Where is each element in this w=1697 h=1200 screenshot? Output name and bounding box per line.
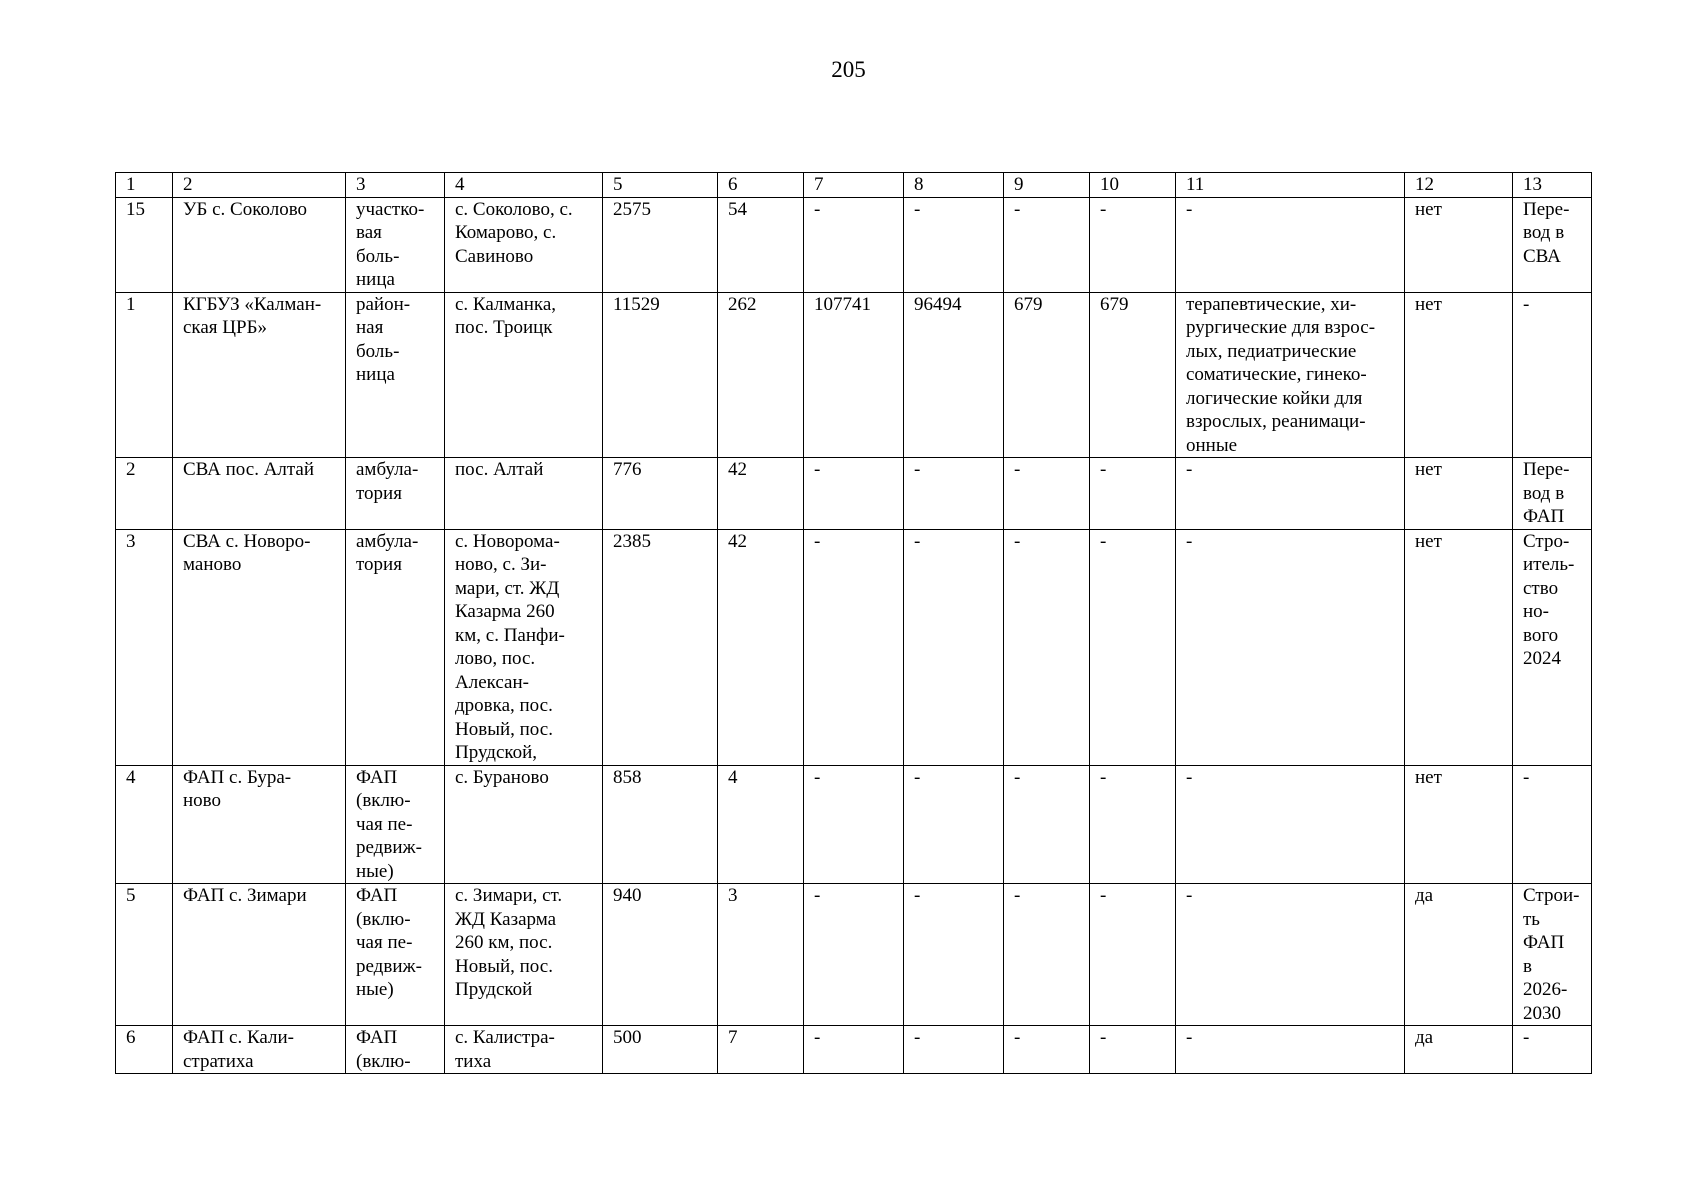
table-cell: с. Соколово, с. Комарово, с. Савиново xyxy=(445,197,603,292)
table-cell: - xyxy=(1090,458,1176,530)
table-cell: Строи- ть ФАП в 2026- 2030 xyxy=(1513,884,1592,1026)
table-cell: - xyxy=(904,197,1004,292)
table-cell: 54 xyxy=(718,197,804,292)
table-row xyxy=(116,765,1592,884)
table-cell: ФАП (вклю- xyxy=(346,1026,445,1074)
table-cell: - xyxy=(904,1026,1004,1074)
header-cell: 2 xyxy=(173,173,346,198)
table-cell: участко- вая боль- ница xyxy=(346,197,445,292)
table-cell: - xyxy=(804,529,904,765)
table-cell: с. Бураново xyxy=(445,765,603,884)
table-cell: нет xyxy=(1405,765,1513,884)
header-cell: 7 xyxy=(804,173,904,198)
table-cell: - xyxy=(1176,458,1405,530)
table-cell: - xyxy=(1176,765,1405,884)
table-cell: нет xyxy=(1405,458,1513,530)
table-cell: ФАП с. Бура- ново xyxy=(173,765,346,884)
table-cell: 42 xyxy=(718,458,804,530)
table-cell: - xyxy=(804,197,904,292)
table-cell: амбула- тория xyxy=(346,529,445,765)
table-cell: - xyxy=(1176,1026,1405,1074)
table-row xyxy=(116,884,1592,1026)
table-cell: с. Калманка, пос. Троицк xyxy=(445,292,603,458)
table-cell: - xyxy=(1090,1026,1176,1074)
table-row xyxy=(116,458,1592,530)
table-cell: с. Зимари, ст. ЖД Казарма 260 км, пос. Новый, пос. Прудской xyxy=(445,884,603,1026)
table-cell: - xyxy=(1090,765,1176,884)
table-cell: - xyxy=(1176,529,1405,765)
table-cell: 107741 xyxy=(804,292,904,458)
table-cell: 2575 xyxy=(603,197,718,292)
table-cell: 4 xyxy=(116,765,173,884)
table-cell: Пере- вод в СВА xyxy=(1513,197,1592,292)
table-cell: нет xyxy=(1405,292,1513,458)
table-cell: Пере- вод в ФАП xyxy=(1513,458,1592,530)
table-cell: нет xyxy=(1405,197,1513,292)
table-cell: - xyxy=(904,458,1004,530)
table-cell: Стро- итель- ство но- вого 2024 xyxy=(1513,529,1592,765)
table-cell: - xyxy=(1004,1026,1090,1074)
table-cell: 940 xyxy=(603,884,718,1026)
table-cell: - xyxy=(904,765,1004,884)
table-cell: 679 xyxy=(1004,292,1090,458)
table-cell: да xyxy=(1405,1026,1513,1074)
facilities-table xyxy=(115,172,1592,1074)
table-cell: СВА с. Новоро- маново xyxy=(173,529,346,765)
header-cell: 10 xyxy=(1090,173,1176,198)
table-cell: 500 xyxy=(603,1026,718,1074)
table-cell: с. Калистра- тиха xyxy=(445,1026,603,1074)
table-cell: - xyxy=(804,884,904,1026)
table-cell: 776 xyxy=(603,458,718,530)
table-cell: 4 xyxy=(718,765,804,884)
table-cell: - xyxy=(1004,529,1090,765)
table-cell: - xyxy=(804,458,904,530)
table-cell: 2 xyxy=(116,458,173,530)
table-cell: 858 xyxy=(603,765,718,884)
table-cell: нет xyxy=(1405,529,1513,765)
header-cell: 8 xyxy=(904,173,1004,198)
table-cell: район- ная боль- ница xyxy=(346,292,445,458)
table-cell: - xyxy=(1090,197,1176,292)
table-cell: - xyxy=(1513,1026,1592,1074)
table-cell: 6 xyxy=(116,1026,173,1074)
header-cell: 3 xyxy=(346,173,445,198)
table-cell: - xyxy=(1176,884,1405,1026)
table-cell: - xyxy=(1513,292,1592,458)
table-cell: 1 xyxy=(116,292,173,458)
table-cell: - xyxy=(1004,197,1090,292)
table-cell: - xyxy=(1090,529,1176,765)
table-cell: 42 xyxy=(718,529,804,765)
table-cell: - xyxy=(804,765,904,884)
table-cell: - xyxy=(904,529,1004,765)
table-cell: 262 xyxy=(718,292,804,458)
table-cell: КГБУЗ «Калман- ская ЦРБ» xyxy=(173,292,346,458)
header-cell: 9 xyxy=(1004,173,1090,198)
table-cell: 5 xyxy=(116,884,173,1026)
table-cell: 2385 xyxy=(603,529,718,765)
table-cell: - xyxy=(1004,765,1090,884)
header-cell: 5 xyxy=(603,173,718,198)
table-cell: 96494 xyxy=(904,292,1004,458)
header-cell: 11 xyxy=(1176,173,1405,198)
table-cell: ФАП с. Зимари xyxy=(173,884,346,1026)
table-row xyxy=(116,529,1592,765)
header-cell: 13 xyxy=(1513,173,1592,198)
page-number: 205 xyxy=(831,57,866,82)
table-cell: - xyxy=(1176,197,1405,292)
table-cell: - xyxy=(1513,765,1592,884)
table-cell: 3 xyxy=(116,529,173,765)
table-cell: - xyxy=(1004,458,1090,530)
table-cell: СВА пос. Алтай xyxy=(173,458,346,530)
table-cell: ФАП (вклю- чая пе- редвиж- ные) xyxy=(346,884,445,1026)
table-cell: ФАП с. Кали- стратиха xyxy=(173,1026,346,1074)
table-cell: 679 xyxy=(1090,292,1176,458)
header-cell: 6 xyxy=(718,173,804,198)
table-cell: ФАП (вклю- чая пе- редвиж- ные) xyxy=(346,765,445,884)
table-cell: 15 xyxy=(116,197,173,292)
table-cell: 11529 xyxy=(603,292,718,458)
table-cell: 7 xyxy=(718,1026,804,1074)
table-row xyxy=(116,197,1592,292)
table-cell: - xyxy=(1090,884,1176,1026)
table-cell: пос. Алтай xyxy=(445,458,603,530)
header-cell: 12 xyxy=(1405,173,1513,198)
table-cell: УБ с. Соколово xyxy=(173,197,346,292)
header-cell: 4 xyxy=(445,173,603,198)
table-header-row xyxy=(116,173,1592,198)
table-cell: - xyxy=(804,1026,904,1074)
table-cell: с. Новорома- ново, с. Зи- мари, ст. ЖД Казарма 260 км, с. Панфи- лово, пос. Алексан- дровка, пос. Новый, пос. Прудской, xyxy=(445,529,603,765)
table-cell: 3 xyxy=(718,884,804,1026)
header-cell: 1 xyxy=(116,173,173,198)
table-row xyxy=(116,292,1592,458)
table-row xyxy=(116,1026,1592,1074)
table-cell: да xyxy=(1405,884,1513,1026)
table-cell: - xyxy=(1004,884,1090,1026)
table-cell: терапевтические, хи- рургические для взрос- лых, педиатрические соматические, гинеко- логические койки для взрослых, реанимаци- онные xyxy=(1176,292,1405,458)
table-cell: амбула- тория xyxy=(346,458,445,530)
table-cell: - xyxy=(904,884,1004,1026)
